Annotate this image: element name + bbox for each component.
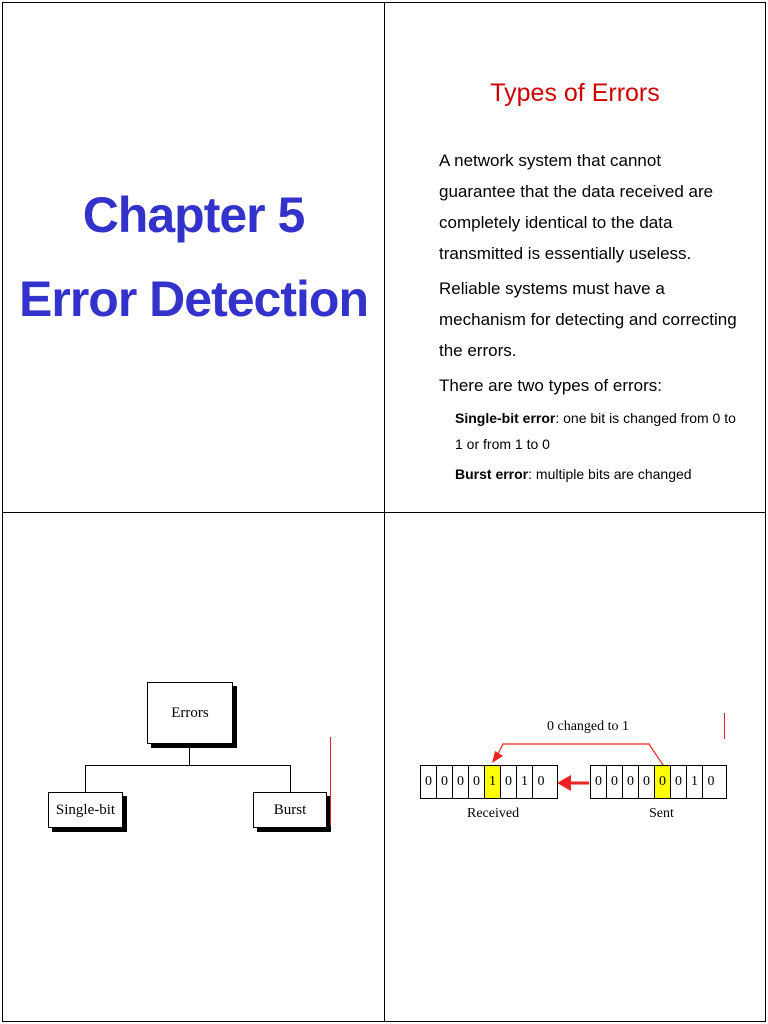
received-bits <box>420 765 558 799</box>
bit-value: 0 <box>457 774 464 789</box>
bit-value: 0 <box>611 774 618 789</box>
slide-body <box>439 145 739 491</box>
bit-value: 0 <box>643 774 650 789</box>
bit-cell <box>623 766 639 798</box>
sub-item-term: Single-bit error <box>455 410 556 426</box>
transmit-arrow-head <box>557 775 571 791</box>
bit-cell <box>687 766 703 798</box>
sub-item-term: Burst error <box>455 466 529 482</box>
bit-cell <box>453 766 469 798</box>
chapter-title <box>3 173 384 341</box>
chapter-subtitle: Error Detection <box>19 271 368 327</box>
bit-cell <box>591 766 607 798</box>
connector-horizontal <box>85 765 291 766</box>
bit-value: 1 <box>489 774 496 789</box>
slide-types-of-errors <box>384 2 766 513</box>
bit-cell <box>421 766 437 798</box>
red-mark <box>330 737 331 825</box>
bit-value: 0 <box>659 774 666 789</box>
bit-value: 0 <box>675 774 682 789</box>
bit-value: 1 <box>521 774 528 789</box>
bit-cell <box>485 766 501 798</box>
bit-cell <box>469 766 485 798</box>
paragraph: Reliable systems must have a mechanism for detecting and correcting the errors. <box>439 279 737 360</box>
paragraph: There are two types of errors: <box>439 376 662 395</box>
sub-item-text: : one bit is changed from 0 to 1 or from 1 to 0 <box>455 410 736 452</box>
bit-value: 0 <box>441 774 448 789</box>
change-arrow-line <box>498 744 663 765</box>
bit-value: 0 <box>707 774 715 789</box>
bit-value: 0 <box>505 774 512 789</box>
chapter-number: Chapter 5 <box>82 187 305 243</box>
connector-root-stem <box>189 744 190 766</box>
bit-value: 0 <box>473 774 480 789</box>
bit-value: 0 <box>537 774 545 789</box>
bit-value: 0 <box>595 774 602 789</box>
bit-value: 0 <box>425 774 432 789</box>
single-bit-node: Single-bit <box>48 792 123 828</box>
sub-item-single-bit <box>455 405 739 457</box>
change-arrow-head <box>492 751 503 763</box>
bit-cell <box>671 766 687 798</box>
bit-cell <box>501 766 517 798</box>
sent-bits <box>590 765 727 799</box>
connector-right <box>290 765 291 792</box>
bit-cell <box>655 766 671 798</box>
change-label: 0 changed to 1 <box>547 719 630 734</box>
bit-cell <box>437 766 453 798</box>
errors-node: Errors <box>147 682 233 744</box>
received-label: Received <box>467 806 520 821</box>
slide-error-tree <box>2 512 385 1022</box>
sub-item-text: : multiple bits are changed <box>528 466 692 482</box>
bit-cell <box>533 766 549 798</box>
bit-cell <box>607 766 623 798</box>
bit-value: 1 <box>691 774 698 789</box>
bit-value: 0 <box>627 774 634 789</box>
bit-cell <box>639 766 655 798</box>
slide-title: Types of Errors <box>490 79 660 107</box>
slide-single-bit-example <box>384 512 766 1022</box>
bit-cell <box>703 766 719 798</box>
paragraph: A network system that cannot guarantee that the data received are completely identical to the data transmitted is essentially useless. <box>439 151 714 263</box>
bit-cell <box>517 766 533 798</box>
connector-left <box>85 765 86 792</box>
burst-node: Burst <box>253 792 327 828</box>
slide-chapter-title <box>2 2 385 513</box>
sub-item-burst <box>455 461 739 487</box>
sent-label: Sent <box>649 806 674 821</box>
